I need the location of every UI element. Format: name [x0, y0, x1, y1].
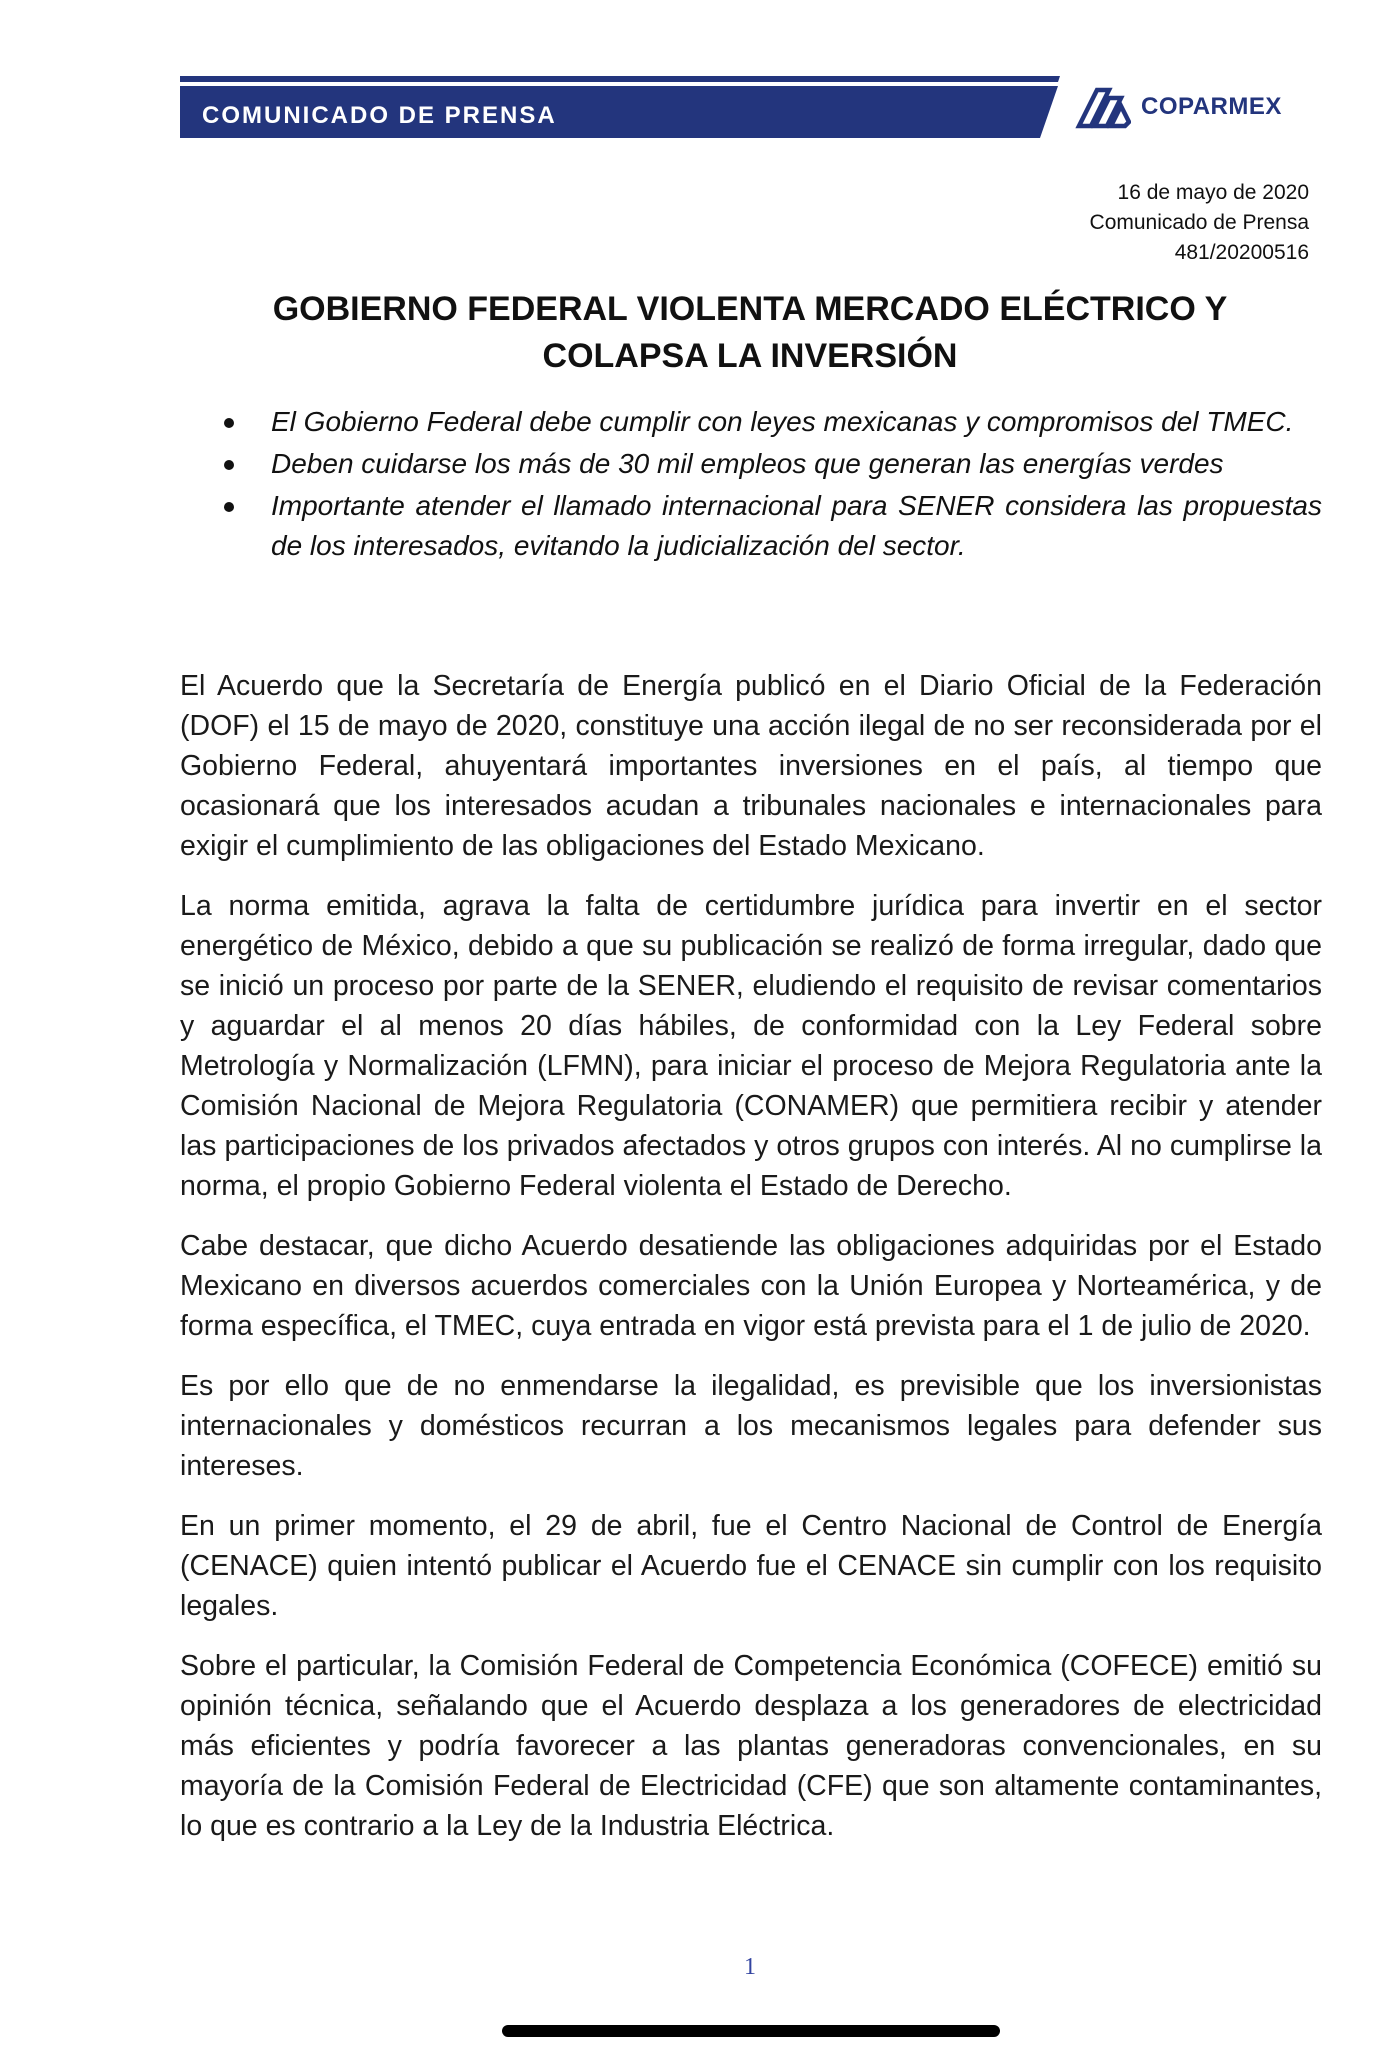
bullet-icon — [224, 460, 234, 470]
home-indicator[interactable] — [502, 2025, 1000, 2037]
paragraph: En un primer momento, el 29 de abril, fue el Centro Nacional de Control de Energía (CENACE) quien intentó publicar el Acuerdo fue el CENACE sin cumplir con los requisito legales. — [180, 1510, 1322, 1622]
paragraph: Sobre el particular, la Comisión Federal de Competencia Económica (COFECE) emitió su opinión técnica, señalando que el Acuerdo desplaza a los generadores de electricidad más eficientes y podría favorecer a las plantas generadoras convencionales, en su mayoría de la Comisión Federal de Electricidad (CFE) que son altamente contaminantes, lo que es contrario a la Ley de la Industria Eléctrica. — [180, 1650, 1322, 1842]
key-point-text: Importante atender el llamado internacional para SENER considera las propuestas de los interesados, evitando la judicialización del sector. — [271, 490, 1322, 561]
coparmex-brand — [1075, 82, 1282, 132]
key-point — [180, 444, 1322, 484]
release-meta — [1090, 178, 1309, 268]
bullet-icon — [224, 502, 234, 512]
paragraph: Es por ello que de no enmendarse la ilegalidad, es previsible que los inversionistas internacionales y domésticos recurran a los mecanismos legales para defender sus intereses. — [180, 1370, 1322, 1482]
release-date: 16 de mayo de 2020 — [1117, 181, 1309, 204]
key-points-list — [180, 402, 1322, 568]
release-type: Comunicado de Prensa — [1089, 211, 1309, 234]
release-number: 481/20200516 — [1174, 241, 1309, 264]
headline-line-2: COLAPSA LA INVERSIÓN — [542, 337, 958, 375]
headline-line-1: GOBIERNO FEDERAL VIOLENTA MERCADO ELÉCTRICO Y — [272, 290, 1228, 328]
coparmex-logo-icon — [1075, 82, 1131, 132]
paragraph: La norma emitida, agrava la falta de certidumbre jurídica para invertir en el sector energético de México, debido a que su publicación se realizó de forma irregular, dado que se inició un proceso por parte de la SENER, eludiendo el requisito de revisar comentarios y aguardar el al menos 20 días hábiles, de conformidad con la Ley Federal sobre Metrología y Normalización (LFMN), para iniciar el proceso de Mejora Regulatoria ante la Comisión Nacional de Mejora Regulatoria (CONAMER) que permitiera recibir y atender las participaciones de los privados afectados y otros grupos con interés. Al no cumplirse la norma, el propio Gobierno Federal violenta el Estado de Derecho. — [180, 890, 1322, 1202]
banner-label: COMUNICADO DE PRENSA — [202, 102, 557, 129]
bullet-icon — [224, 418, 234, 428]
brand-name: COPARMEX — [1141, 93, 1282, 120]
key-point — [180, 486, 1322, 566]
page-number: 1 — [744, 1954, 756, 1980]
headline — [180, 286, 1320, 380]
press-release-banner — [180, 76, 1060, 138]
key-point — [180, 402, 1322, 442]
key-point-text: Deben cuidarse los más de 30 mil empleos que generan las energías verdes — [271, 448, 1224, 479]
paragraph: Cabe destacar, que dicho Acuerdo desatiende las obligaciones adquiridas por el Estado Mexicano en diversos acuerdos comerciales con la Unión Europea y Norteamérica, y de forma específica, el TMEC, cuya entrada en vigor está prevista para el 1 de julio de 2020. — [180, 1230, 1322, 1342]
paragraph: El Acuerdo que la Secretaría de Energía publicó en el Diario Oficial de la Federación (DOF) el 15 de mayo de 2020, constituye una acción ilegal de no ser reconsiderada por el Gobierno Federal, ahuyentará importantes inversiones en el país, al tiempo que ocasionará que los interesados acudan a tribunales nacionales e internacionales para exigir el cumplimiento de las obligaciones del Estado Mexicano. — [180, 670, 1322, 862]
body-text — [180, 666, 1322, 1866]
key-point-text: El Gobierno Federal debe cumplir con leyes mexicanas y compromisos del TMEC. — [271, 406, 1294, 437]
